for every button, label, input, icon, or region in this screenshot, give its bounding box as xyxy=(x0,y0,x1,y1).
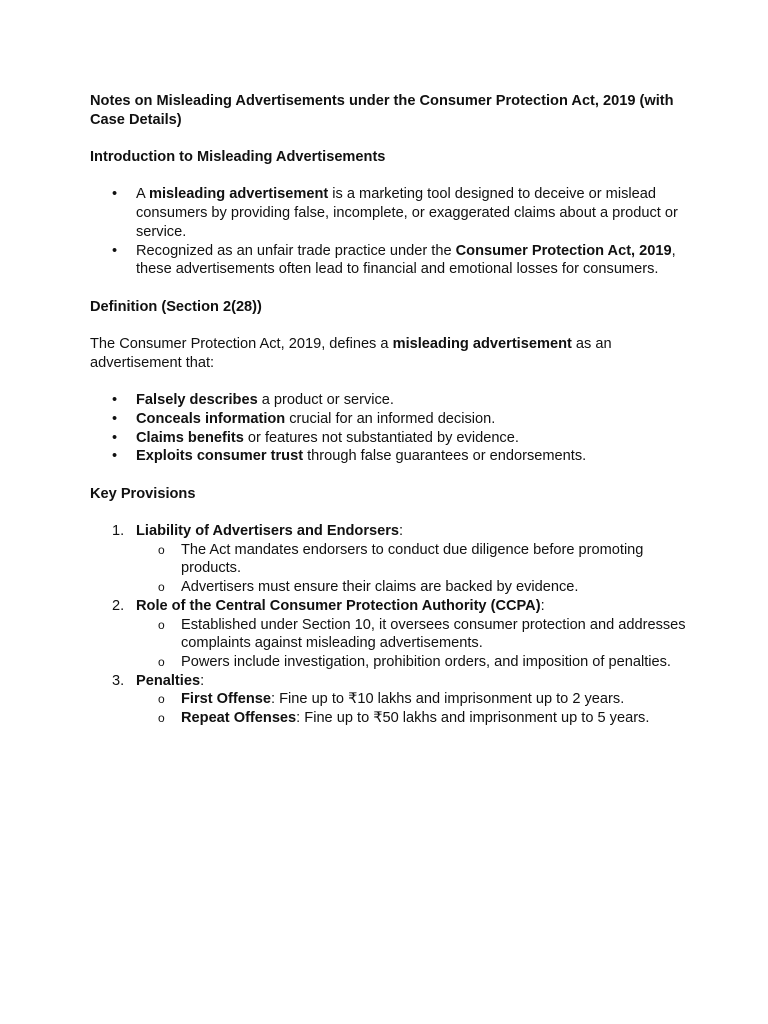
sub-list-item xyxy=(136,541,690,578)
definition-list xyxy=(90,391,690,466)
list-item xyxy=(90,447,690,466)
list-item xyxy=(90,185,690,241)
list-item xyxy=(90,672,690,728)
item-text: is a marketing tool designed to deceive or mislead consumers by providing false, incomplete, or exaggerated claims about a product or service. xyxy=(136,186,678,240)
intro-list xyxy=(90,185,690,279)
paragraph-text: The Consumer Protection Act, 2019, defines a xyxy=(90,336,393,353)
paragraph-text: as an advertisement that: xyxy=(90,336,612,371)
item-bold-text: misleading advertisement xyxy=(148,186,329,203)
item-bold-text: Exploits consumer trust xyxy=(136,448,304,465)
sub-list xyxy=(136,690,690,727)
item-text: crucial for an informed decision. xyxy=(285,410,496,427)
item-bold-text: Falsely describes xyxy=(136,392,258,409)
item-bold-text: Consumer Protection Act, 2019 xyxy=(455,242,672,259)
document-title: Notes on Misleading Advertisements under the Consumer Protection Act, 2019 (with Case Details) xyxy=(90,93,674,128)
sub-list-item xyxy=(136,690,690,709)
list-item xyxy=(90,242,690,279)
item-bold-text: Claims benefits xyxy=(136,429,244,446)
list-item xyxy=(90,429,690,448)
list-item xyxy=(90,597,690,672)
sub-list xyxy=(136,616,690,672)
sub-list-item xyxy=(136,578,690,597)
list-item xyxy=(90,522,690,597)
item-number: 1. xyxy=(112,523,125,540)
sub-list xyxy=(136,541,690,597)
item-text: : Fine up to ₹10 lakhs and imprisonment up to 2 years. xyxy=(271,691,625,708)
definition-heading: Definition (Section 2(28)) xyxy=(90,298,262,315)
definition-paragraph xyxy=(90,335,690,372)
sub-list-item xyxy=(136,616,690,653)
item-text: The Act mandates endorsers to conduct due diligence before promoting products. xyxy=(181,541,644,577)
item-bold-text: Repeat Offenses xyxy=(181,710,297,727)
item-bold-text: Liability of Advertisers and Endorsers xyxy=(136,523,400,540)
item-text: : xyxy=(540,597,545,614)
sub-list-item xyxy=(136,653,690,672)
item-bold-text: Penalties xyxy=(136,672,201,689)
item-text: or features not substantiated by evidence. xyxy=(243,429,519,446)
item-text: : xyxy=(399,523,404,540)
item-text: Established under Section 10, it oversees consumer protection and addresses complaints against misleading advertisements. xyxy=(181,616,686,652)
intro-heading: Introduction to Misleading Advertisements xyxy=(90,149,386,166)
item-bold-text: Role of the Central Consumer Protection Authority (CCPA) xyxy=(136,597,541,614)
provisions-heading: Key Provisions xyxy=(90,485,196,502)
item-bold-text: Conceals information xyxy=(136,410,286,427)
sub-list-item xyxy=(136,709,690,728)
item-text: : xyxy=(200,672,205,689)
item-text: through false guarantees or endorsements. xyxy=(303,448,587,465)
item-text: Powers include investigation, prohibition orders, and imposition of penalties. xyxy=(181,653,671,670)
item-text: Advertisers must ensure their claims are backed by evidence. xyxy=(181,579,579,596)
list-item xyxy=(90,391,690,410)
list-item xyxy=(90,410,690,429)
document-page xyxy=(90,92,690,728)
item-text: , these advertisements often lead to financial and emotional losses for consumers. xyxy=(136,242,676,278)
paragraph-bold-text: misleading advertisement xyxy=(392,336,572,353)
item-text: a product or service. xyxy=(257,392,394,409)
item-text: Recognized as an unfair trade practice under the xyxy=(136,242,456,259)
provisions-list xyxy=(90,522,690,728)
item-text: : Fine up to ₹50 lakhs and imprisonment up to 5 years. xyxy=(296,710,650,727)
item-text: A xyxy=(136,186,149,203)
item-number: 2. xyxy=(112,597,125,614)
item-bold-text: First Offense xyxy=(181,691,272,708)
item-number: 3. xyxy=(112,672,125,689)
